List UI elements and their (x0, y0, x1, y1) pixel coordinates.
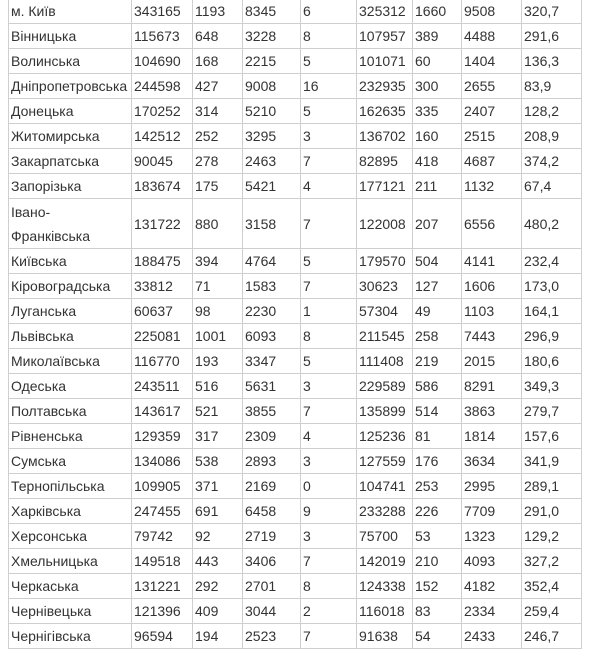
value-cell: 8 (301, 24, 357, 49)
value-cell: 2655 (462, 74, 522, 99)
value-cell: 3 (301, 524, 357, 549)
value-cell: 90045 (132, 149, 193, 174)
value-cell: 229589 (357, 374, 413, 399)
value-cell: 1583 (243, 274, 301, 299)
region-name-cell: Полтавська (9, 399, 132, 424)
table-row (9, 449, 582, 474)
value-cell: 9008 (243, 74, 301, 99)
value-cell: 8 (301, 324, 357, 349)
value-cell: 252 (193, 124, 243, 149)
value-cell: 109905 (132, 474, 193, 499)
value-cell: 170252 (132, 99, 193, 124)
value-cell: 2701 (243, 574, 301, 599)
value-cell: 183674 (132, 174, 193, 199)
value-cell: 7443 (462, 324, 522, 349)
value-cell: 5631 (243, 374, 301, 399)
value-cell: 9 (301, 499, 357, 524)
value-cell: 83,9 (522, 74, 582, 99)
region-name-cell: Хмельницька (9, 549, 132, 574)
value-cell: 341,9 (522, 449, 582, 474)
value-cell: 3044 (243, 599, 301, 624)
value-cell: 82895 (357, 149, 413, 174)
value-cell: 131722 (132, 199, 193, 249)
value-cell: 253 (413, 474, 462, 499)
value-cell: 92 (193, 524, 243, 549)
value-cell: 1103 (462, 299, 522, 324)
value-cell: 3158 (243, 199, 301, 249)
value-cell: 5 (301, 249, 357, 274)
value-cell: 60637 (132, 299, 193, 324)
value-cell: 225081 (132, 324, 193, 349)
value-cell: 115673 (132, 24, 193, 49)
table-row (9, 624, 582, 649)
region-name-cell: Херсонська (9, 524, 132, 549)
value-cell: 2463 (243, 149, 301, 174)
value-cell: 128,2 (522, 99, 582, 124)
value-cell: 259,4 (522, 599, 582, 624)
value-cell: 247455 (132, 499, 193, 524)
value-cell: 116770 (132, 349, 193, 374)
value-cell: 244598 (132, 74, 193, 99)
value-cell: 81 (413, 424, 462, 449)
value-cell: 142019 (357, 549, 413, 574)
region-name-cell: Волинська (9, 49, 132, 74)
table-row (9, 149, 582, 174)
value-cell: 168 (193, 49, 243, 74)
value-cell: 8 (301, 574, 357, 599)
value-cell: 5 (301, 49, 357, 74)
value-cell: 125236 (357, 424, 413, 449)
value-cell: 57304 (357, 299, 413, 324)
value-cell: 691 (193, 499, 243, 524)
value-cell: 6556 (462, 199, 522, 249)
value-cell: 325312 (357, 0, 413, 24)
value-cell: 3634 (462, 449, 522, 474)
table-row (9, 274, 582, 299)
value-cell: 6 (301, 0, 357, 24)
value-cell: 586 (413, 374, 462, 399)
value-cell: 232,4 (522, 249, 582, 274)
value-cell: 349,3 (522, 374, 582, 399)
value-cell: 3228 (243, 24, 301, 49)
table-row (9, 199, 582, 249)
value-cell: 127 (413, 274, 462, 299)
value-cell: 124338 (357, 574, 413, 599)
value-cell: 233288 (357, 499, 413, 524)
value-cell: 296,9 (522, 324, 582, 349)
value-cell: 317 (193, 424, 243, 449)
value-cell: 60 (413, 49, 462, 74)
region-name-cell: Дніпропетровська (9, 74, 132, 99)
value-cell: 418 (413, 149, 462, 174)
value-cell: 314 (193, 99, 243, 124)
table-body (9, 0, 582, 649)
value-cell: 33812 (132, 274, 193, 299)
value-cell: 7 (301, 549, 357, 574)
value-cell: 289,1 (522, 474, 582, 499)
value-cell: 514 (413, 399, 462, 424)
value-cell: 291,0 (522, 499, 582, 524)
table-row (9, 424, 582, 449)
value-cell: 142512 (132, 124, 193, 149)
value-cell: 180,6 (522, 349, 582, 374)
value-cell: 210 (413, 549, 462, 574)
value-cell: 9508 (462, 0, 522, 24)
value-cell: 1323 (462, 524, 522, 549)
value-cell: 300 (413, 74, 462, 99)
value-cell: 71 (193, 274, 243, 299)
region-name-cell: Івано-Франківська (9, 199, 132, 249)
region-name-cell: Житомирська (9, 124, 132, 149)
value-cell: 3 (301, 124, 357, 149)
value-cell: 79742 (132, 524, 193, 549)
value-cell: 164,1 (522, 299, 582, 324)
value-cell: 30623 (357, 274, 413, 299)
value-cell: 2 (301, 599, 357, 624)
value-cell: 7 (301, 274, 357, 299)
value-cell: 389 (413, 24, 462, 49)
region-name-cell: Львівська (9, 324, 132, 349)
value-cell: 136702 (357, 124, 413, 149)
region-name-cell: Закарпатська (9, 149, 132, 174)
value-cell: 327,2 (522, 549, 582, 574)
region-name-cell: Запорізька (9, 174, 132, 199)
value-cell: 2995 (462, 474, 522, 499)
table-row (9, 99, 582, 124)
value-cell: 160 (413, 124, 462, 149)
table-row (9, 324, 582, 349)
value-cell: 2230 (243, 299, 301, 324)
value-cell: 8291 (462, 374, 522, 399)
value-cell: 4764 (243, 249, 301, 274)
value-cell: 7 (301, 624, 357, 649)
value-cell: 54 (413, 624, 462, 649)
value-cell: 521 (193, 399, 243, 424)
table-row (9, 249, 582, 274)
value-cell: 96594 (132, 624, 193, 649)
value-cell: 162635 (357, 99, 413, 124)
value-cell: 173,0 (522, 274, 582, 299)
value-cell: 279,7 (522, 399, 582, 424)
region-name-cell: Чернівецька (9, 599, 132, 624)
table-row (9, 49, 582, 74)
value-cell: 211545 (357, 324, 413, 349)
table-row (9, 549, 582, 574)
value-cell: 335 (413, 99, 462, 124)
value-cell: 2015 (462, 349, 522, 374)
table-row (9, 0, 582, 24)
value-cell: 2515 (462, 124, 522, 149)
value-cell: 134086 (132, 449, 193, 474)
value-cell: 1814 (462, 424, 522, 449)
value-cell: 2433 (462, 624, 522, 649)
value-cell: 177121 (357, 174, 413, 199)
value-cell: 152 (413, 574, 462, 599)
value-cell: 648 (193, 24, 243, 49)
region-name-cell: Луганська (9, 299, 132, 324)
value-cell: 6458 (243, 499, 301, 524)
table-row (9, 574, 582, 599)
value-cell: 504 (413, 249, 462, 274)
regional-statistics-table (8, 0, 582, 649)
region-name-cell: Одеська (9, 374, 132, 399)
value-cell: 157,6 (522, 424, 582, 449)
value-cell: 16 (301, 74, 357, 99)
region-name-cell: Миколаївська (9, 349, 132, 374)
value-cell: 3 (301, 374, 357, 399)
value-cell: 3 (301, 449, 357, 474)
region-name-cell: Київська (9, 249, 132, 274)
value-cell: 67,4 (522, 174, 582, 199)
region-name-cell: Сумська (9, 449, 132, 474)
value-cell: 111408 (357, 349, 413, 374)
value-cell: 1 (301, 299, 357, 324)
value-cell: 7 (301, 399, 357, 424)
value-cell: 4182 (462, 574, 522, 599)
region-name-cell: Кіровоградська (9, 274, 132, 299)
value-cell: 2309 (243, 424, 301, 449)
value-cell: 226 (413, 499, 462, 524)
table-row (9, 349, 582, 374)
value-cell: 352,4 (522, 574, 582, 599)
value-cell: 131221 (132, 574, 193, 599)
table-row (9, 499, 582, 524)
table-row (9, 299, 582, 324)
value-cell: 104741 (357, 474, 413, 499)
value-cell: 2407 (462, 99, 522, 124)
value-cell: 374,2 (522, 149, 582, 174)
region-name-cell: Донецька (9, 99, 132, 124)
value-cell: 2893 (243, 449, 301, 474)
table-row (9, 374, 582, 399)
value-cell: 516 (193, 374, 243, 399)
value-cell: 1404 (462, 49, 522, 74)
value-cell: 3863 (462, 399, 522, 424)
value-cell: 193 (193, 349, 243, 374)
value-cell: 3406 (243, 549, 301, 574)
value-cell: 291,6 (522, 24, 582, 49)
region-name-cell: Тернопільська (9, 474, 132, 499)
value-cell: 258 (413, 324, 462, 349)
value-cell: 104690 (132, 49, 193, 74)
region-name-cell: Харківська (9, 499, 132, 524)
value-cell: 2215 (243, 49, 301, 74)
value-cell: 121396 (132, 599, 193, 624)
value-cell: 2719 (243, 524, 301, 549)
value-cell: 7 (301, 199, 357, 249)
value-cell: 175 (193, 174, 243, 199)
value-cell: 246,7 (522, 624, 582, 649)
value-cell: 127559 (357, 449, 413, 474)
value-cell: 129,2 (522, 524, 582, 549)
value-cell: 243511 (132, 374, 193, 399)
value-cell: 135899 (357, 399, 413, 424)
value-cell: 83 (413, 599, 462, 624)
value-cell: 394 (193, 249, 243, 274)
value-cell: 5 (301, 349, 357, 374)
region-name-cell: Вінницька (9, 24, 132, 49)
region-name-cell: Черкаська (9, 574, 132, 599)
value-cell: 176 (413, 449, 462, 474)
value-cell: 4141 (462, 249, 522, 274)
value-cell: 538 (193, 449, 243, 474)
value-cell: 371 (193, 474, 243, 499)
value-cell: 7709 (462, 499, 522, 524)
value-cell: 179570 (357, 249, 413, 274)
value-cell: 1193 (193, 0, 243, 24)
table-row (9, 24, 582, 49)
table-row (9, 124, 582, 149)
value-cell: 211 (413, 174, 462, 199)
value-cell: 0 (301, 474, 357, 499)
value-cell: 6093 (243, 324, 301, 349)
value-cell: 4 (301, 424, 357, 449)
value-cell: 7 (301, 149, 357, 174)
value-cell: 4687 (462, 149, 522, 174)
table-row (9, 474, 582, 499)
value-cell: 3855 (243, 399, 301, 424)
value-cell: 143617 (132, 399, 193, 424)
value-cell: 480,2 (522, 199, 582, 249)
value-cell: 3295 (243, 124, 301, 149)
value-cell: 1132 (462, 174, 522, 199)
value-cell: 101071 (357, 49, 413, 74)
value-cell: 4 (301, 174, 357, 199)
value-cell: 232935 (357, 74, 413, 99)
value-cell: 343165 (132, 0, 193, 24)
region-name-cell: Рівненська (9, 424, 132, 449)
value-cell: 208,9 (522, 124, 582, 149)
value-cell: 53 (413, 524, 462, 549)
value-cell: 188475 (132, 249, 193, 274)
value-cell: 91638 (357, 624, 413, 649)
value-cell: 116018 (357, 599, 413, 624)
value-cell: 136,3 (522, 49, 582, 74)
value-cell: 5210 (243, 99, 301, 124)
value-cell: 2334 (462, 599, 522, 624)
value-cell: 409 (193, 599, 243, 624)
value-cell: 122008 (357, 199, 413, 249)
table-row (9, 524, 582, 549)
value-cell: 2169 (243, 474, 301, 499)
value-cell: 1606 (462, 274, 522, 299)
value-cell: 219 (413, 349, 462, 374)
value-cell: 1660 (413, 0, 462, 24)
value-cell: 149518 (132, 549, 193, 574)
value-cell: 427 (193, 74, 243, 99)
value-cell: 278 (193, 149, 243, 174)
value-cell: 194 (193, 624, 243, 649)
value-cell: 8345 (243, 0, 301, 24)
value-cell: 5 (301, 99, 357, 124)
value-cell: 4093 (462, 549, 522, 574)
table-row (9, 174, 582, 199)
region-name-cell: м. Київ (9, 0, 132, 24)
value-cell: 1001 (193, 324, 243, 349)
value-cell: 98 (193, 299, 243, 324)
value-cell: 207 (413, 199, 462, 249)
value-cell: 2523 (243, 624, 301, 649)
region-name-cell: Чернігівська (9, 624, 132, 649)
value-cell: 75700 (357, 524, 413, 549)
value-cell: 292 (193, 574, 243, 599)
table-row (9, 599, 582, 624)
value-cell: 129359 (132, 424, 193, 449)
value-cell: 107957 (357, 24, 413, 49)
value-cell: 320,7 (522, 0, 582, 24)
value-cell: 3347 (243, 349, 301, 374)
value-cell: 880 (193, 199, 243, 249)
table-row (9, 74, 582, 99)
table-row (9, 399, 582, 424)
value-cell: 5421 (243, 174, 301, 199)
value-cell: 443 (193, 549, 243, 574)
value-cell: 49 (413, 299, 462, 324)
value-cell: 4488 (462, 24, 522, 49)
